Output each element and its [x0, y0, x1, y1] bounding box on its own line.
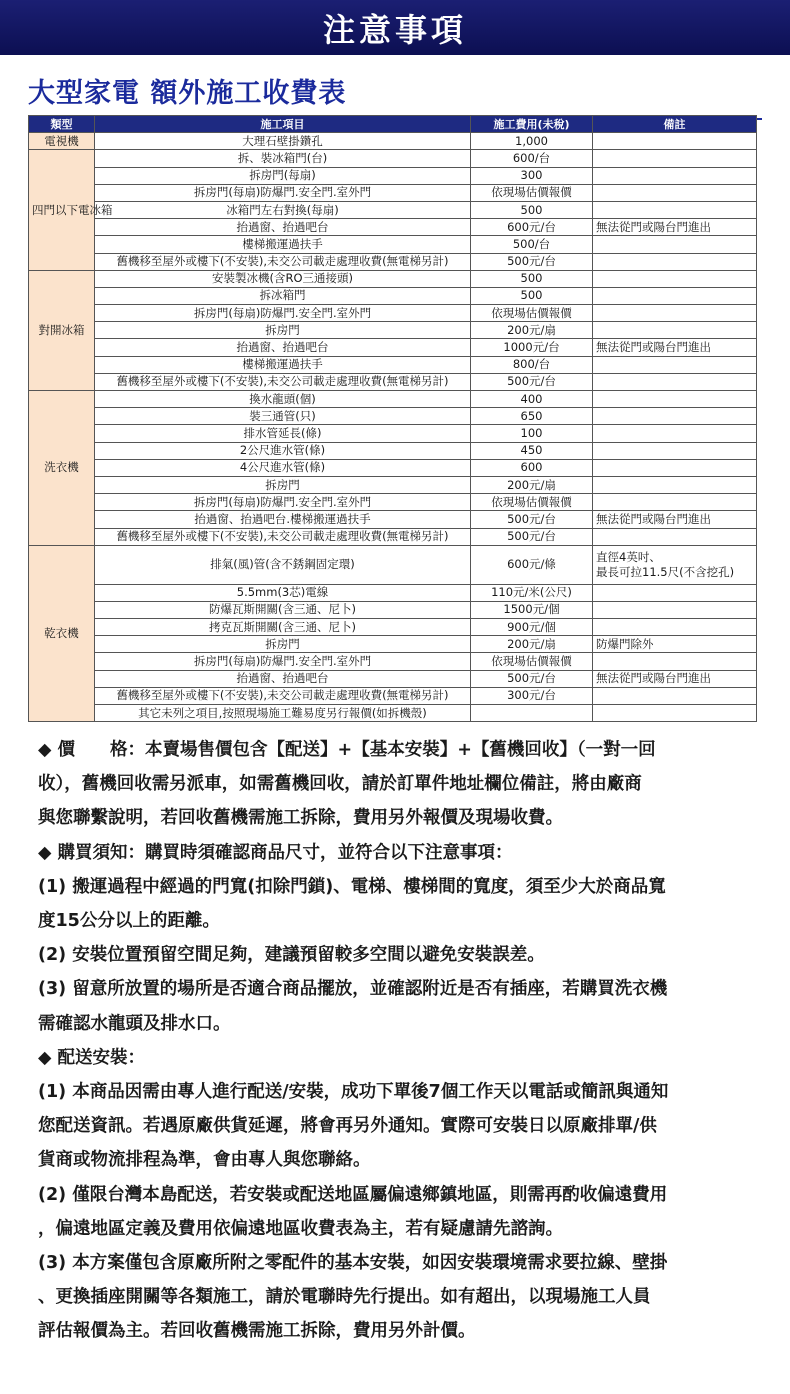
fee-cell: 500/台: [471, 236, 593, 253]
price-note-line: ◆ 價 格：本賣場售價包含【配送】+【基本安裝】+【舊機回收】（一對一回: [38, 740, 656, 760]
item-cell: 排水管延長(條): [95, 425, 471, 442]
fee-cell: 500元/台: [471, 253, 593, 270]
note-cell: [593, 425, 757, 442]
fee-cell: 500: [471, 201, 593, 218]
table-row: [29, 391, 757, 408]
note-cell: [593, 270, 757, 287]
banner-title: 注意事項: [322, 10, 467, 49]
item-cell: 拆房門(每扇)防爆門.安全門.室外門: [95, 494, 471, 511]
item-cell: 拆房門: [95, 476, 471, 493]
note-cell: [593, 167, 757, 184]
note-cell: 防爆門除外: [593, 636, 757, 653]
table-header-row: [29, 116, 757, 133]
note-cell: 無法從門或陽台門進出: [593, 670, 757, 687]
purchase-note-line: (1) 搬運過程中經過的門寬(扣除門鎖)、電梯、樓梯間的寬度，須至少大於商品寬: [38, 876, 666, 897]
note-line: 最長可拉11.5尺(不含挖孔): [596, 564, 735, 579]
fee-cell: 800/台: [471, 356, 593, 373]
item-cell: 抬過窗、抬過吧台: [95, 219, 471, 236]
delivery-note-line: ，偏遠地區定義及費用依偏遠地區收費表為主，若有疑慮請先諮詢。: [38, 1218, 563, 1239]
table-row: [29, 184, 757, 201]
table-row: [29, 133, 757, 150]
fee-cell: 1000元/台: [471, 339, 593, 356]
delivery-note-line: 貨商或物流排程為準，會由專人與您聯絡。: [38, 1150, 371, 1171]
item-cell: 防爆瓦斯開關(含三通、尼卜): [95, 601, 471, 618]
fee-cell: 依現場估價報價: [471, 305, 593, 322]
item-cell: 抬過窗、抬過吧台: [95, 339, 471, 356]
fee-cell: 依現場估價報價: [471, 494, 593, 511]
item-cell: 拆房門(每扇): [95, 167, 471, 184]
fee-cell: 500元/台: [471, 373, 593, 390]
table-row: [29, 636, 757, 653]
header-fee: 施工費用(未稅): [471, 116, 593, 133]
table-row: [29, 619, 757, 636]
table-row: [29, 687, 757, 704]
fee-cell: 100: [471, 425, 593, 442]
item-cell: 抬過窗、抬過吧台: [95, 670, 471, 687]
fee-cell: 200元/扇: [471, 322, 593, 339]
fee-cell: 300元/台: [471, 687, 593, 704]
item-cell: 拆房門: [95, 636, 471, 653]
item-cell: 拆房門(每扇)防爆門.安全門.室外門: [95, 653, 471, 670]
table-row: [29, 236, 757, 253]
table-row: [29, 442, 757, 459]
delivery-note-line: (1) 本商品因需由專人進行配送/安裝，成功下單後7個工作天以電話或簡訊與通知: [38, 1082, 669, 1103]
table-row: [29, 201, 757, 218]
note-cell: [593, 150, 757, 167]
fee-cell: 600: [471, 459, 593, 476]
fee-cell: 1,000: [471, 133, 593, 150]
table-row: [29, 373, 757, 390]
note-cell: [593, 705, 757, 722]
note-cell: [593, 287, 757, 304]
note-cell: [593, 459, 757, 476]
category-tv: 電視機: [29, 133, 95, 150]
fee-cell: 依現場估價報價: [471, 653, 593, 670]
table-row: [29, 356, 757, 373]
purchase-note-line: (3) 留意所放置的場所是否適合商品擺放，並確認附近是否有插座，若購買洗衣機: [38, 979, 668, 1000]
delivery-note-line: 、更換插座開關等各類施工，請於電聯時先行提出。如有超出，以現場施工人員: [38, 1287, 651, 1308]
table-row: [29, 545, 757, 584]
header-item: 施工項目: [95, 116, 471, 133]
fee-cell: 300: [471, 167, 593, 184]
item-cell: 2公尺進水管(條): [95, 442, 471, 459]
fee-cell: 200元/扇: [471, 636, 593, 653]
note-cell: [593, 653, 757, 670]
item-cell: 冰箱門左右對換(每扇): [95, 201, 471, 218]
item-cell: 舊機移至屋外或樓下(不安裝),未交公司載走處理收費(無電梯另計): [95, 687, 471, 704]
note-cell: [593, 687, 757, 704]
note-cell: [593, 408, 757, 425]
table-row: [29, 305, 757, 322]
note-cell: [593, 184, 757, 201]
table-row: [29, 511, 757, 528]
note-cell: [593, 253, 757, 270]
table-row: [29, 167, 757, 184]
category-fridge-4door: [29, 150, 113, 270]
purchase-note-line: 度15公分以上的距離。: [38, 911, 220, 932]
item-cell: 拆冰箱門: [95, 287, 471, 304]
table-row: [29, 408, 757, 425]
note-cell: [593, 373, 757, 390]
note-cell: [593, 545, 757, 584]
fee-cell: [471, 705, 593, 722]
fee-cell: 1500元/個: [471, 601, 593, 618]
table-row: [29, 425, 757, 442]
fee-cell: 500元/台: [471, 511, 593, 528]
notes-section: [38, 733, 753, 1349]
table-row: [29, 150, 757, 167]
table-row: [29, 287, 757, 304]
item-cell: 大理石壁掛鑽孔: [95, 133, 471, 150]
note-cell: [593, 584, 757, 601]
fee-table: [28, 115, 757, 722]
note-cell: [593, 133, 757, 150]
category-label: 四門以下電冰箱: [32, 202, 113, 217]
note-cell: [593, 494, 757, 511]
delivery-note-line: (3) 本方案僅包含原廠所附之零配件的基本安裝，如因安裝環境需求要拉線、壁掛: [38, 1253, 668, 1274]
category-dryer: 乾衣機: [29, 545, 95, 722]
item-cell: 拆房門: [95, 322, 471, 339]
table-row: [29, 601, 757, 618]
note-cell: 無法從門或陽台門進出: [593, 511, 757, 528]
fee-cell: 500元/台: [471, 670, 593, 687]
note-cell: [593, 476, 757, 493]
category-washer: 洗衣機: [29, 391, 95, 546]
delivery-note-line: 您配送資訊。若遇原廠供貨延遲，將會再另外通知。實際可安裝日以原廠排單/供: [38, 1116, 657, 1137]
item-cell: 4公尺進水管(條): [95, 459, 471, 476]
item-cell: 拆、裝冰箱門(台): [95, 150, 471, 167]
delivery-note-line: 評估報價為主。若回收舊機需施工拆除，費用另外計價。: [38, 1321, 476, 1342]
note-cell: [593, 322, 757, 339]
fee-cell: 500元/台: [471, 528, 593, 545]
table-row: [29, 339, 757, 356]
fee-cell: 600/台: [471, 150, 593, 167]
item-cell: 安裝製冰機(含RO三通接頭): [95, 270, 471, 287]
note-cell: 無法從門或陽台門進出: [593, 219, 757, 236]
table-row: [29, 584, 757, 601]
table-row: [29, 705, 757, 722]
table-row: [29, 494, 757, 511]
item-cell: 換水龍頭(個): [95, 391, 471, 408]
fee-cell: 450: [471, 442, 593, 459]
table-row: [29, 670, 757, 687]
note-cell: [593, 601, 757, 618]
purchase-title: ◆ 購買須知：購買時須確認商品尺寸，並符合以下注意事項：: [38, 842, 513, 863]
header-category: 類型: [29, 116, 95, 133]
table-row: [29, 270, 757, 287]
table-row: [29, 322, 757, 339]
note-cell: 無法從門或陽台門進出: [593, 339, 757, 356]
table-row: [29, 476, 757, 493]
price-note-line: 收），舊機回收需另派車，如需舊機回收，請於訂單件地址欄位備註，將由廠商: [38, 774, 642, 795]
fee-cell: 200元/扇: [471, 476, 593, 493]
item-cell: 拆房門(每扇)防爆門.安全門.室外門: [95, 184, 471, 201]
fee-cell: 400: [471, 391, 593, 408]
item-cell: 裝三通管(只): [95, 408, 471, 425]
table-row: [29, 219, 757, 236]
fee-cell: 900元/個: [471, 619, 593, 636]
note-cell: [593, 236, 757, 253]
note-cell: [593, 619, 757, 636]
header-note: 備註: [593, 116, 757, 133]
table-row: [29, 528, 757, 545]
item-cell: 拷克瓦斯開關(含三通、尼卜): [95, 619, 471, 636]
table-row: [29, 459, 757, 476]
note-cell: [593, 442, 757, 459]
item-cell: 樓梯搬運過扶手: [95, 236, 471, 253]
delivery-note-line: (2) 僅限台灣本島配送，若安裝或配送地區屬偏遠鄉鎮地區，則需再酌收偏遠費用: [38, 1184, 668, 1205]
item-cell: 5.5mm(3芯)電線: [95, 584, 471, 601]
fee-cell: 依現場估價報價: [471, 184, 593, 201]
fee-cell: 110元/米(公尺): [471, 584, 593, 601]
note-cell: [593, 305, 757, 322]
delivery-title: ◆ 配送安裝：: [38, 1047, 146, 1068]
fee-cell: 600元/條: [471, 545, 593, 584]
page-title: 大型家電 額外施工收費表: [28, 78, 347, 109]
header-banner: [0, 0, 790, 55]
item-cell: 舊機移至屋外或樓下(不安裝),未交公司載走處理收費(無電梯另計): [95, 373, 471, 390]
item-cell: 拆房門(每扇)防爆門.安全門.室外門: [95, 305, 471, 322]
fee-cell: 600元/台: [471, 219, 593, 236]
table-row: [29, 253, 757, 270]
item-cell: 抬過窗、抬過吧台.樓梯搬運過扶手: [95, 511, 471, 528]
item-cell: 其它未列之項目,按照現場施工難易度另行報價(如拆機殼): [95, 705, 471, 722]
purchase-note-line: (2) 安裝位置預留空間足夠，建議預留較多空間以避免安裝誤差。: [38, 945, 545, 966]
fee-cell: 500: [471, 270, 593, 287]
table-row: [29, 653, 757, 670]
note-line: 直徑4英吋、: [596, 549, 661, 564]
item-cell: 排氣(風)管(含不銹鋼固定環): [95, 545, 471, 584]
note-cell: [593, 201, 757, 218]
note-cell: [593, 391, 757, 408]
fee-cell: 500: [471, 287, 593, 304]
item-cell: 樓梯搬運過扶手: [95, 356, 471, 373]
item-cell: 舊機移至屋外或樓下(不安裝),未交公司載走處理收費(無電梯另計): [95, 528, 471, 545]
category-fridge-sbs: 對開冰箱: [29, 270, 95, 390]
item-cell: 舊機移至屋外或樓下(不安裝),未交公司載走處理收費(無電梯另計): [95, 253, 471, 270]
note-cell: [593, 356, 757, 373]
note-cell: [593, 528, 757, 545]
price-note-line: 與您聯繫說明，若回收舊機需施工拆除，費用另外報價及現場收費。: [38, 808, 563, 829]
purchase-note-line: 需確認水龍頭及排水口。: [38, 1013, 231, 1034]
fee-cell: 650: [471, 408, 593, 425]
